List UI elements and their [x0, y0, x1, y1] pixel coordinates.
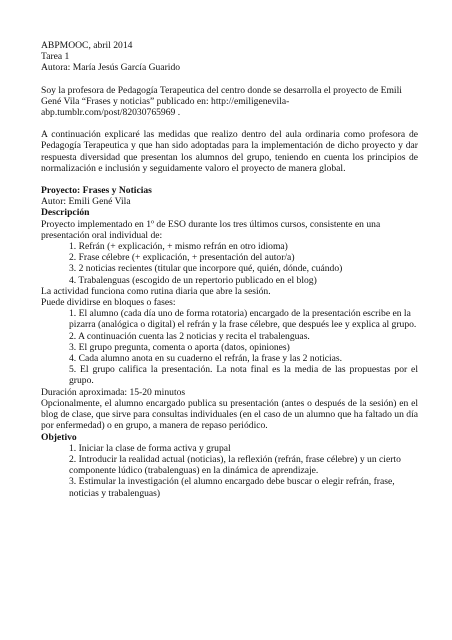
optional-paragraph: Opcionalmente, el alumno encargado publica su presentación (antes o después de la sesión) en el blog de clase, que sirve para consultas individuales (en el caso de un alumno que ha faltado un día por enfermedad) o en grupo, a manera de repaso periódico. [41, 397, 418, 432]
list-item: 4. Trabalenguas (escogido de un repertorio publicado en el blog) [69, 274, 317, 286]
intro-paragraph: Soy la profesora de Pedagogía Terapeutica del centro donde se desarrolla el proyecto de Emili Gené Vila “Frases y noticias” publicado en: http://emiligenevila-abp.tumblr.com/post/82030765969 . [41, 84, 402, 119]
project-section [41, 185, 418, 499]
task-label: Tarea 1 [41, 51, 70, 63]
list-item: 3. Estimular la investigación (el alumno encargado debe buscar o elegir refrán, frase, noticias y trabalenguas) [69, 476, 395, 499]
course-date: ABPMOOC, abril 2014 [41, 40, 133, 51]
list-item: pizarra (analógica o digital) el refrán y la frase célebre, que después lee y explica al grupo. [69, 319, 417, 331]
list-item: 2. A continuación cuenta las 2 noticias y recita el trabalenguas. [69, 330, 310, 342]
objectives-list [41, 443, 418, 499]
list-item: 2. Frase célebre (+ explicación, + presentación del autor/a) [69, 252, 295, 264]
description-line-2: presentación oral individual de: [41, 229, 163, 241]
routine-line: La actividad funciona como rutina diaria que abre la sesión. [41, 285, 271, 297]
list-item: 3. 2 noticias recientes (titular que incorpore qué, quién, dónde, cuándo) [69, 263, 343, 275]
author-line: Autora: María Jesús García Guarido [41, 62, 181, 74]
objective-heading: Objetivo [41, 431, 77, 443]
project-title: Proyecto: Frases y Noticias [41, 185, 152, 197]
measures-paragraph: A continuación explicaré las medidas que realizo dentro del aula ordinaria como profesora de Pedagogía Terapeutica y que han sido adoptadas para la implementación de dicho proyecto y dar respuesta diversidad que presentan los alumnos del grupo, teniendo en cuenta los principios de normalización e inclusión y seguidamente valoro el proyecto de manera global. [41, 129, 418, 174]
description-line-1: Proyecto implementado en 1º de ESO durante los tres últimos cursos, consistente en una [41, 218, 381, 230]
document-header [41, 40, 418, 74]
duration-line: Duración aproximada: 15-20 minutos [41, 386, 186, 398]
list-item: 1. Iniciar la clase de forma activa y grupal [69, 442, 231, 454]
presentation-items [41, 241, 418, 286]
phases-list [41, 308, 418, 386]
list-item: 3. El grupo pregunta, comenta o aporta (datos, opiniones) [69, 341, 290, 353]
description-heading: Descripción [41, 207, 90, 219]
list-item: 1. Refrán (+ explicación, + mismo refrán en otro idioma) [69, 241, 288, 253]
project-author: Autor: Emili Gené Vila [41, 196, 131, 208]
list-item: 4. Cada alumno anota en su cuaderno el refrán, la frase y las 2 noticias. [69, 353, 343, 365]
phases-intro: Puede dividirse en bloques o fases: [41, 297, 176, 309]
list-item: 5. El grupo califica la presentación. La nota final es la media de las propuestas por el grupo. [69, 364, 418, 387]
list-item: 1. El alumno (cada día uno de forma rotatoria) encargado de la presentación escribe en la [69, 308, 411, 320]
list-item: 2. Introducir la realidad actual (noticias), la reflexión (refrán, frase célebre) y un cierto componente lúdico (trabalenguas) en la dinámica de aprendizaje. [69, 453, 401, 477]
